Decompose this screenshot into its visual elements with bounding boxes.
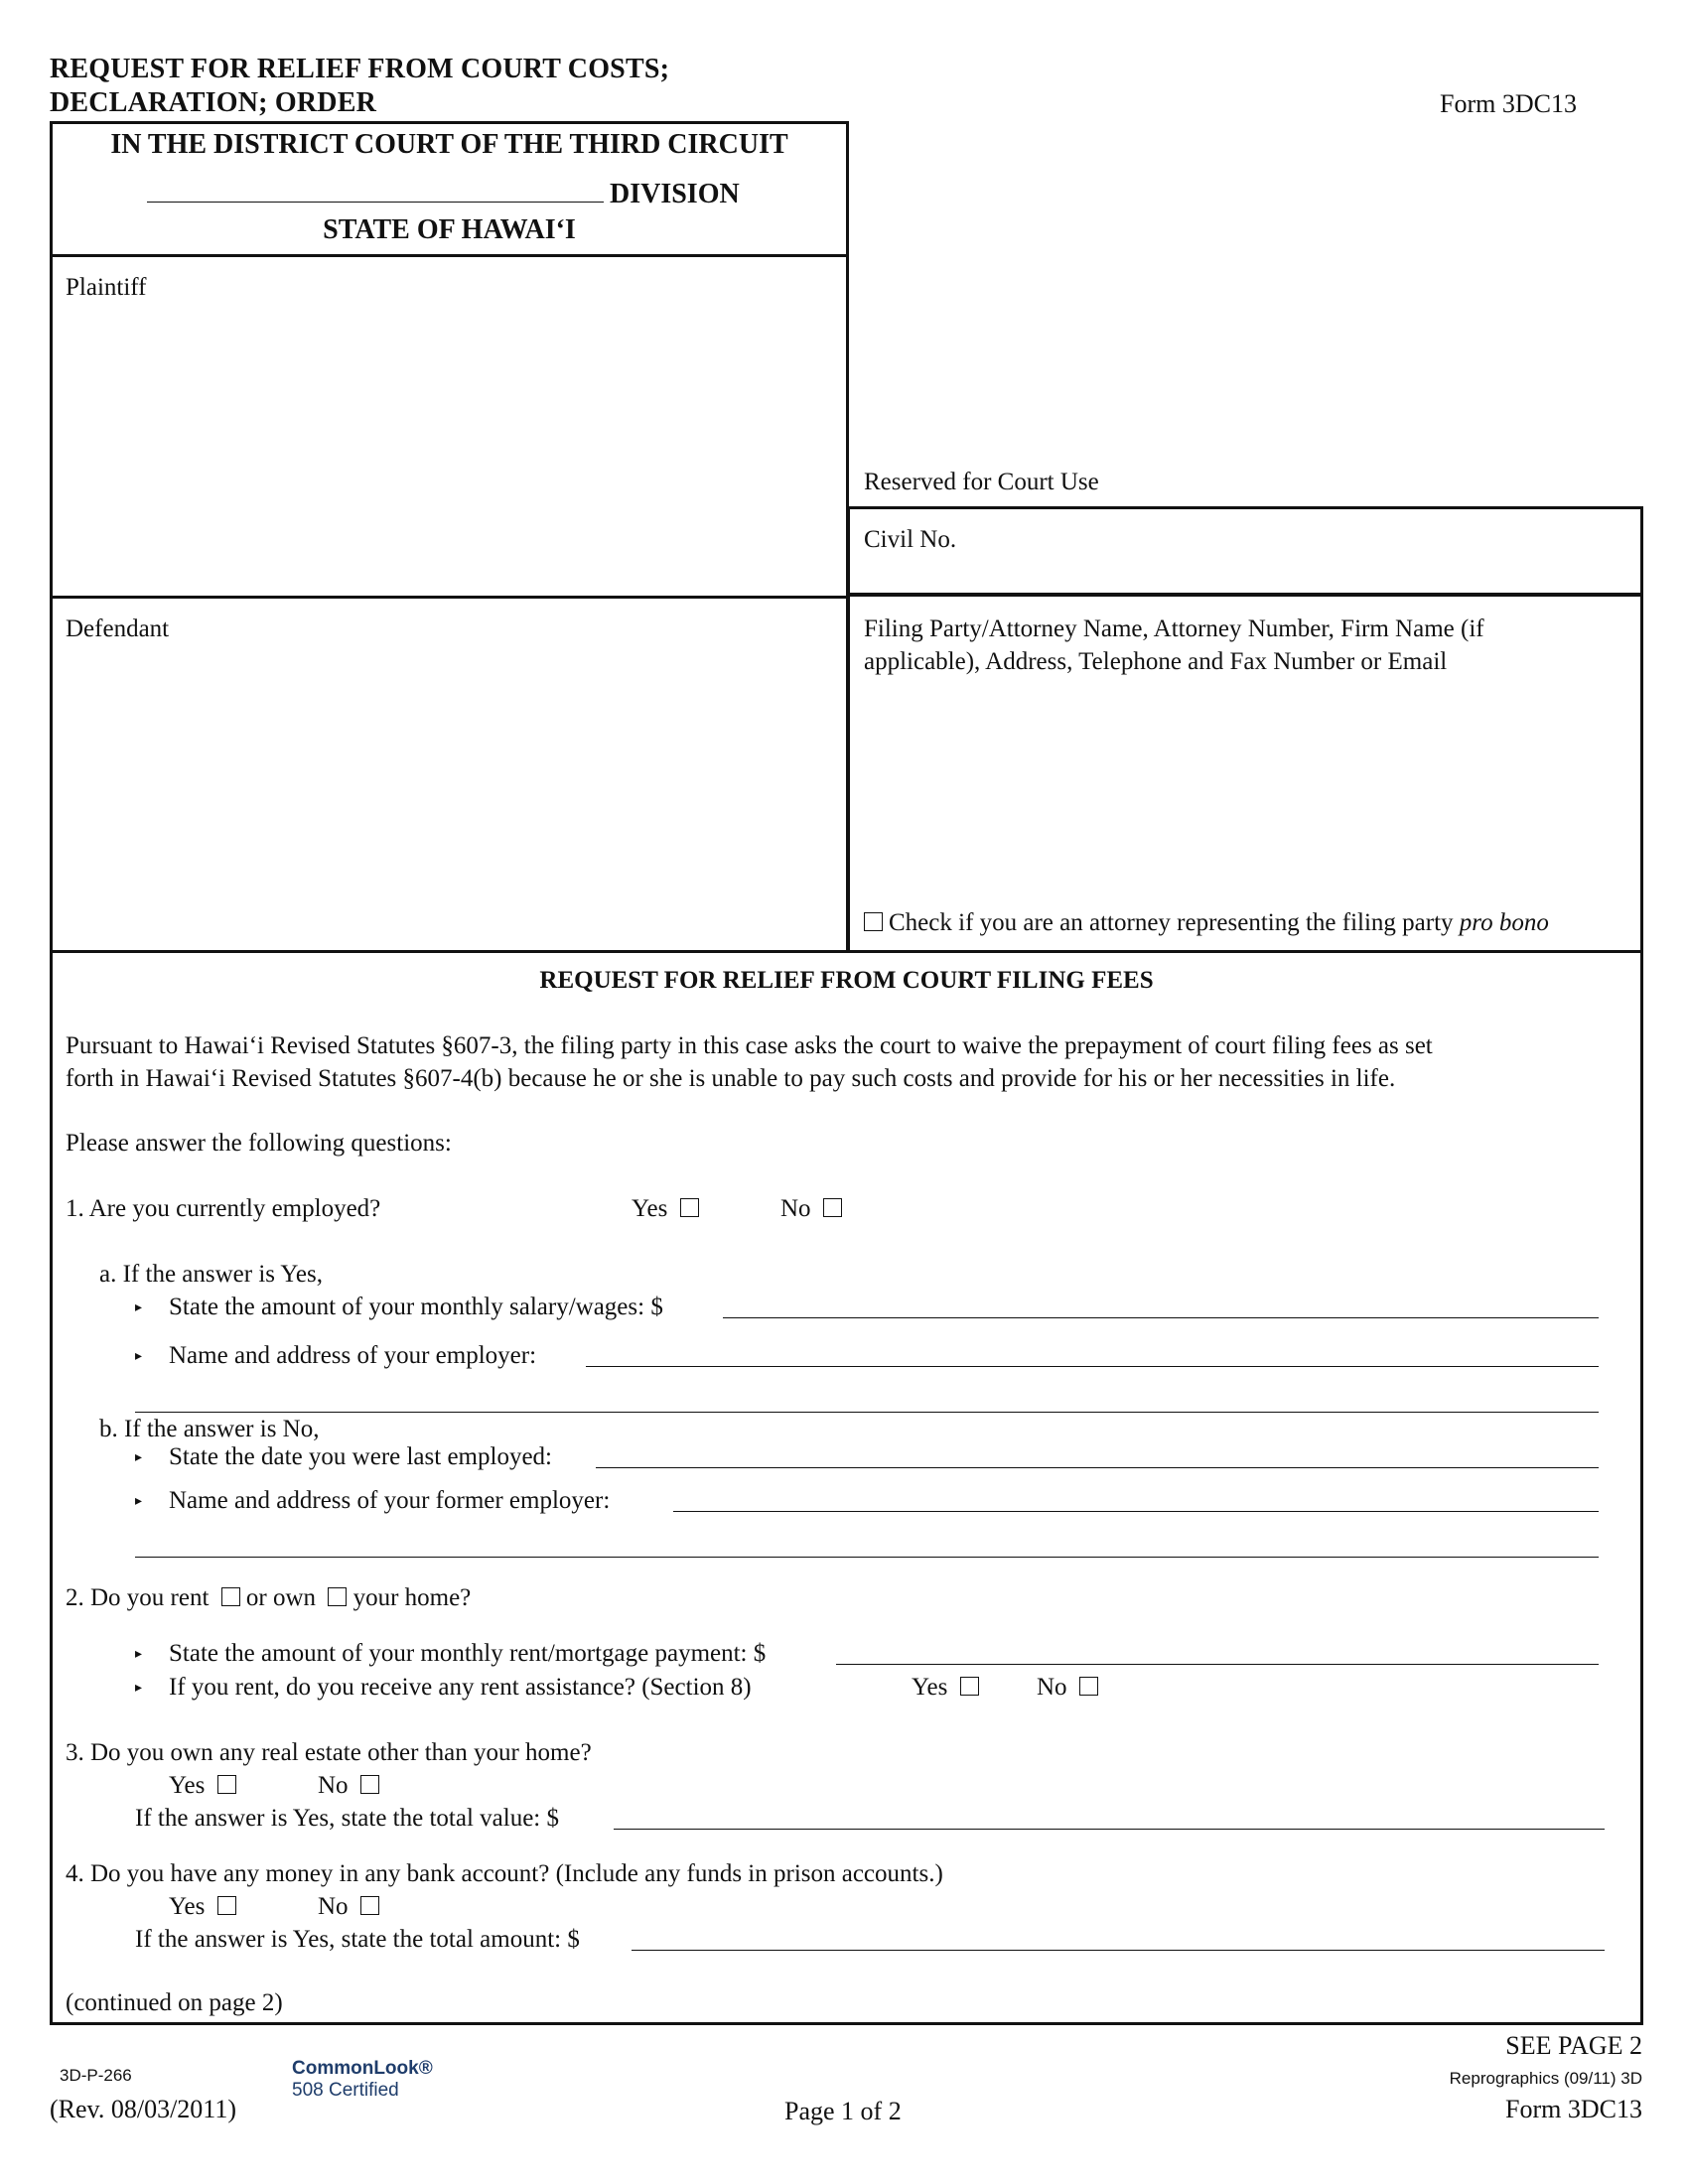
bullet-icon: ▸ <box>135 1300 143 1315</box>
footer-form-number: Form 3DC13 <box>1505 2095 1642 2123</box>
q1-no-label: No <box>780 1195 811 1222</box>
q2-assistance-text: If you rent, do you receive any rent assistance? (Section 8) <box>169 1674 752 1701</box>
q3-value-label: If the answer is Yes, state the total value: $ <box>135 1805 559 1832</box>
q1-no <box>780 1193 842 1226</box>
bullet-icon: ▸ <box>135 1647 143 1662</box>
form-title-line2: DECLARATION; ORDER <box>50 87 376 118</box>
q1-yes <box>632 1193 699 1226</box>
q1b-heading: b. If the answer is No, <box>99 1416 320 1442</box>
q4-yes-checkbox[interactable] <box>217 1896 236 1915</box>
q1-no-checkbox[interactable] <box>823 1198 842 1217</box>
q2-no-label: No <box>1037 1674 1067 1701</box>
pro-bono-text: Check if you are an attorney representing the filing party <box>889 909 1454 936</box>
q1-yes-checkbox[interactable] <box>680 1198 699 1217</box>
q2-yes-checkbox[interactable] <box>960 1677 979 1696</box>
q2-text <box>66 1582 471 1615</box>
q2-payment-text: State the amount of your monthly rent/mortgage payment: $ <box>169 1640 767 1667</box>
q1a-employer-label <box>135 1340 536 1373</box>
q3-yes <box>169 1770 236 1803</box>
filing-party-line2: applicable), Address, Telephone and Fax Number or Email <box>864 648 1448 675</box>
q1b-former-label <box>135 1485 610 1518</box>
bullet-icon: ▸ <box>135 1349 143 1364</box>
q2-payment-field[interactable] <box>836 1664 1599 1665</box>
division-label: DIVISION <box>610 179 740 209</box>
filing-party-line1: Filing Party/Attorney Name, Attorney Number, Firm Name (if <box>864 615 1484 642</box>
civil-no-label: Civil No. <box>864 526 957 553</box>
q1a-employer-field[interactable] <box>586 1366 1599 1367</box>
q1a-salary-label <box>135 1292 663 1324</box>
q2-yes <box>912 1672 979 1705</box>
party-divider <box>50 596 849 599</box>
commonlook-logo: CommonLook® <box>292 2058 433 2079</box>
q3-no <box>318 1770 379 1803</box>
q4-yes-label: Yes <box>169 1893 206 1920</box>
form-code: 3D-P-266 <box>60 2066 132 2085</box>
form-title-line1: REQUEST FOR RELIEF FROM COURT COSTS; <box>50 54 670 84</box>
pro-bono-checkbox[interactable] <box>864 912 883 931</box>
civil-no-box[interactable] <box>847 506 1643 596</box>
q3-value-field[interactable] <box>614 1829 1605 1830</box>
page-number: Page 1 of 2 <box>784 2097 902 2125</box>
q2-text-b: or own <box>245 1584 317 1611</box>
q3-yes-checkbox[interactable] <box>217 1775 236 1794</box>
q1a-salary-field[interactable] <box>723 1317 1599 1318</box>
court-name: IN THE DISTRICT COURT OF THE THIRD CIRCUIT <box>110 129 788 160</box>
defendant-label: Defendant <box>66 615 170 642</box>
division-blank[interactable] <box>147 180 604 203</box>
commonlook-certified: 508 Certified <box>292 2080 399 2101</box>
q3-no-checkbox[interactable] <box>360 1775 379 1794</box>
q4-no-checkbox[interactable] <box>360 1896 379 1915</box>
reprographics: Reprographics (09/11) 3D <box>1449 2069 1642 2088</box>
q1a-salary-text: State the amount of your monthly salary/wages: $ <box>169 1294 663 1320</box>
instructions: Please answer the following questions: <box>66 1130 452 1157</box>
reserved-label: Reserved for Court Use <box>864 469 1099 495</box>
q1a-employer-field-2[interactable] <box>135 1412 1599 1413</box>
q1-yes-label: Yes <box>632 1195 668 1222</box>
q2-no <box>1037 1672 1098 1705</box>
state-name: STATE OF HAWAI‘I <box>323 214 576 245</box>
q1b-date-label <box>135 1441 552 1474</box>
q1a-heading: a. If the answer is Yes, <box>99 1261 323 1288</box>
division-line <box>147 177 740 212</box>
bullet-icon: ▸ <box>135 1450 143 1465</box>
bullet-icon: ▸ <box>135 1681 143 1696</box>
q4-no <box>318 1891 379 1924</box>
pro-bono-italic: pro bono <box>1459 909 1549 936</box>
q2-own-checkbox[interactable] <box>328 1587 347 1606</box>
q2-text-a: 2. Do you rent <box>66 1584 210 1611</box>
q1a-employer-text: Name and address of your employer: <box>169 1342 537 1369</box>
section-heading: REQUEST FOR RELIEF FROM COURT FILING FEES <box>539 967 1154 994</box>
q1-text: 1. Are you currently employed? <box>66 1195 381 1222</box>
q4-no-label: No <box>318 1893 349 1920</box>
q1b-former-text: Name and address of your former employer: <box>169 1487 611 1514</box>
q3-no-label: No <box>318 1772 349 1799</box>
q4-amount-label: If the answer is Yes, state the total amount: $ <box>135 1926 580 1953</box>
q3-yes-label: Yes <box>169 1772 206 1799</box>
q2-assistance-label <box>135 1672 752 1705</box>
q1b-date-field[interactable] <box>596 1467 1599 1468</box>
q2-payment-label <box>135 1638 766 1671</box>
q2-text-c: your home? <box>352 1584 472 1611</box>
q1b-former-field[interactable] <box>673 1511 1599 1512</box>
q4-yes <box>169 1891 236 1924</box>
caption-divider <box>50 254 849 257</box>
intro-line1: Pursuant to Hawai‘i Revised Statutes §607-3, the filing party in this case asks the court to waive the prepayment of court filing fees as set <box>66 1032 1433 1059</box>
intro-line2: forth in Hawai‘i Revised Statutes §607-4(b) because he or she is unable to pay such costs and provide for his or her necessities in life. <box>66 1065 1396 1092</box>
form-number: Form 3DC13 <box>1440 89 1577 118</box>
q1b-former-field-2[interactable] <box>135 1557 1599 1558</box>
q2-no-checkbox[interactable] <box>1079 1677 1098 1696</box>
continued-note: (continued on page 2) <box>66 1989 283 2016</box>
q3-text: 3. Do you own any real estate other than your home? <box>66 1739 592 1766</box>
bullet-icon: ▸ <box>135 1494 143 1509</box>
q1b-date-text: State the date you were last employed: <box>169 1443 552 1470</box>
plaintiff-label: Plaintiff <box>66 274 147 301</box>
pro-bono-row <box>864 907 1549 940</box>
see-page-note: SEE PAGE 2 <box>1505 2031 1642 2060</box>
q4-text: 4. Do you have any money in any bank account? (Include any funds in prison accounts.) <box>66 1860 943 1887</box>
q4-amount-field[interactable] <box>632 1950 1605 1951</box>
q2-rent-checkbox[interactable] <box>221 1587 240 1606</box>
q2-yes-label: Yes <box>912 1674 948 1701</box>
revision-date: (Rev. 08/03/2011) <box>50 2095 236 2123</box>
